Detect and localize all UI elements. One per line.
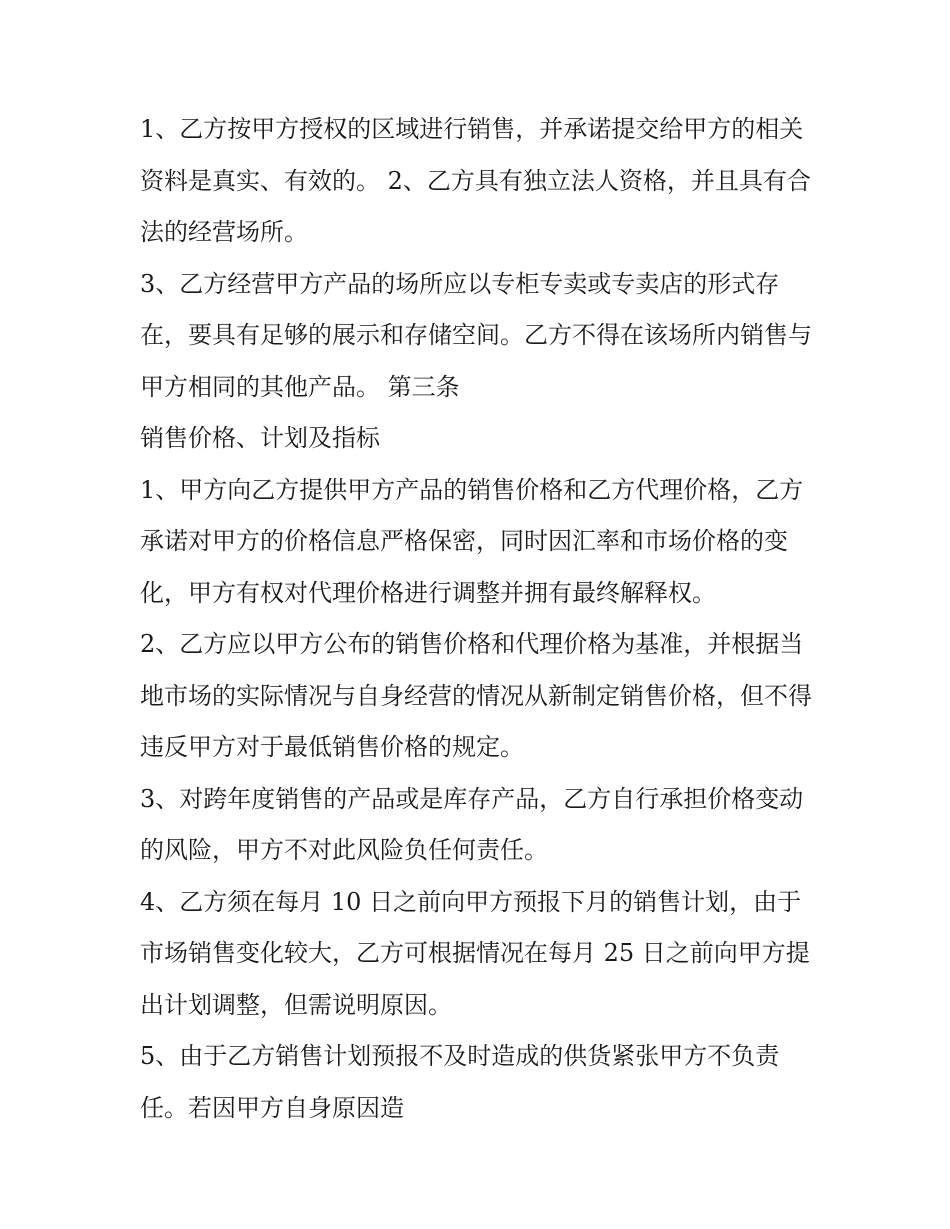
section-heading: 销售价格、计划及指标 [140, 424, 380, 452]
paragraph-7: 5、由于乙方销售计划预报不及时造成的供货紧张甲方不负责任。若因甲方自身原因造 [140, 1042, 780, 1122]
paragraph-2: 3、乙方经营甲方产品的场所应以专柜专卖或专卖店的形式存在，要具有足够的展示和存储空间。乙方不得在该场所内销售与甲方相同的其他产品。 第三条 [140, 269, 812, 401]
paragraph-5: 3、对跨年度销售的产品或是库存产品，乙方自行承担价格变动的风险，甲方不对此风险负任何责任。 [140, 784, 804, 864]
paragraph-3: 1、甲方向乙方提供甲方产品的销售价格和乙方代理价格，乙方承诺对甲方的价格信息严格保密，同时因汇率和市场价格的变化，甲方有权对代理价格进行调整并拥有最终解释权。 [140, 475, 804, 607]
paragraph-1: 1、乙方按甲方授权的区域进行销售，并承诺提交给甲方的相关资料是真实、有效的。 2、乙方具有独立法人资格，并且具有合法的经营场所。 [140, 115, 811, 246]
document-body [140, 104, 820, 1134]
paragraph-6: 4、乙方须在每月 10 日之前向甲方预报下月的销售计划，由于市场销售变化较大，乙方可根据情况在每月 25 日之前向甲方提出计划调整，但需说明原因。 [140, 887, 810, 1019]
paragraph-4: 2、乙方应以甲方公布的销售价格和代理价格为基准，并根据当地市场的实际情况与自身经营的情况从新制定销售价格，但不得违反甲方对于最低销售价格的规定。 [140, 630, 812, 761]
